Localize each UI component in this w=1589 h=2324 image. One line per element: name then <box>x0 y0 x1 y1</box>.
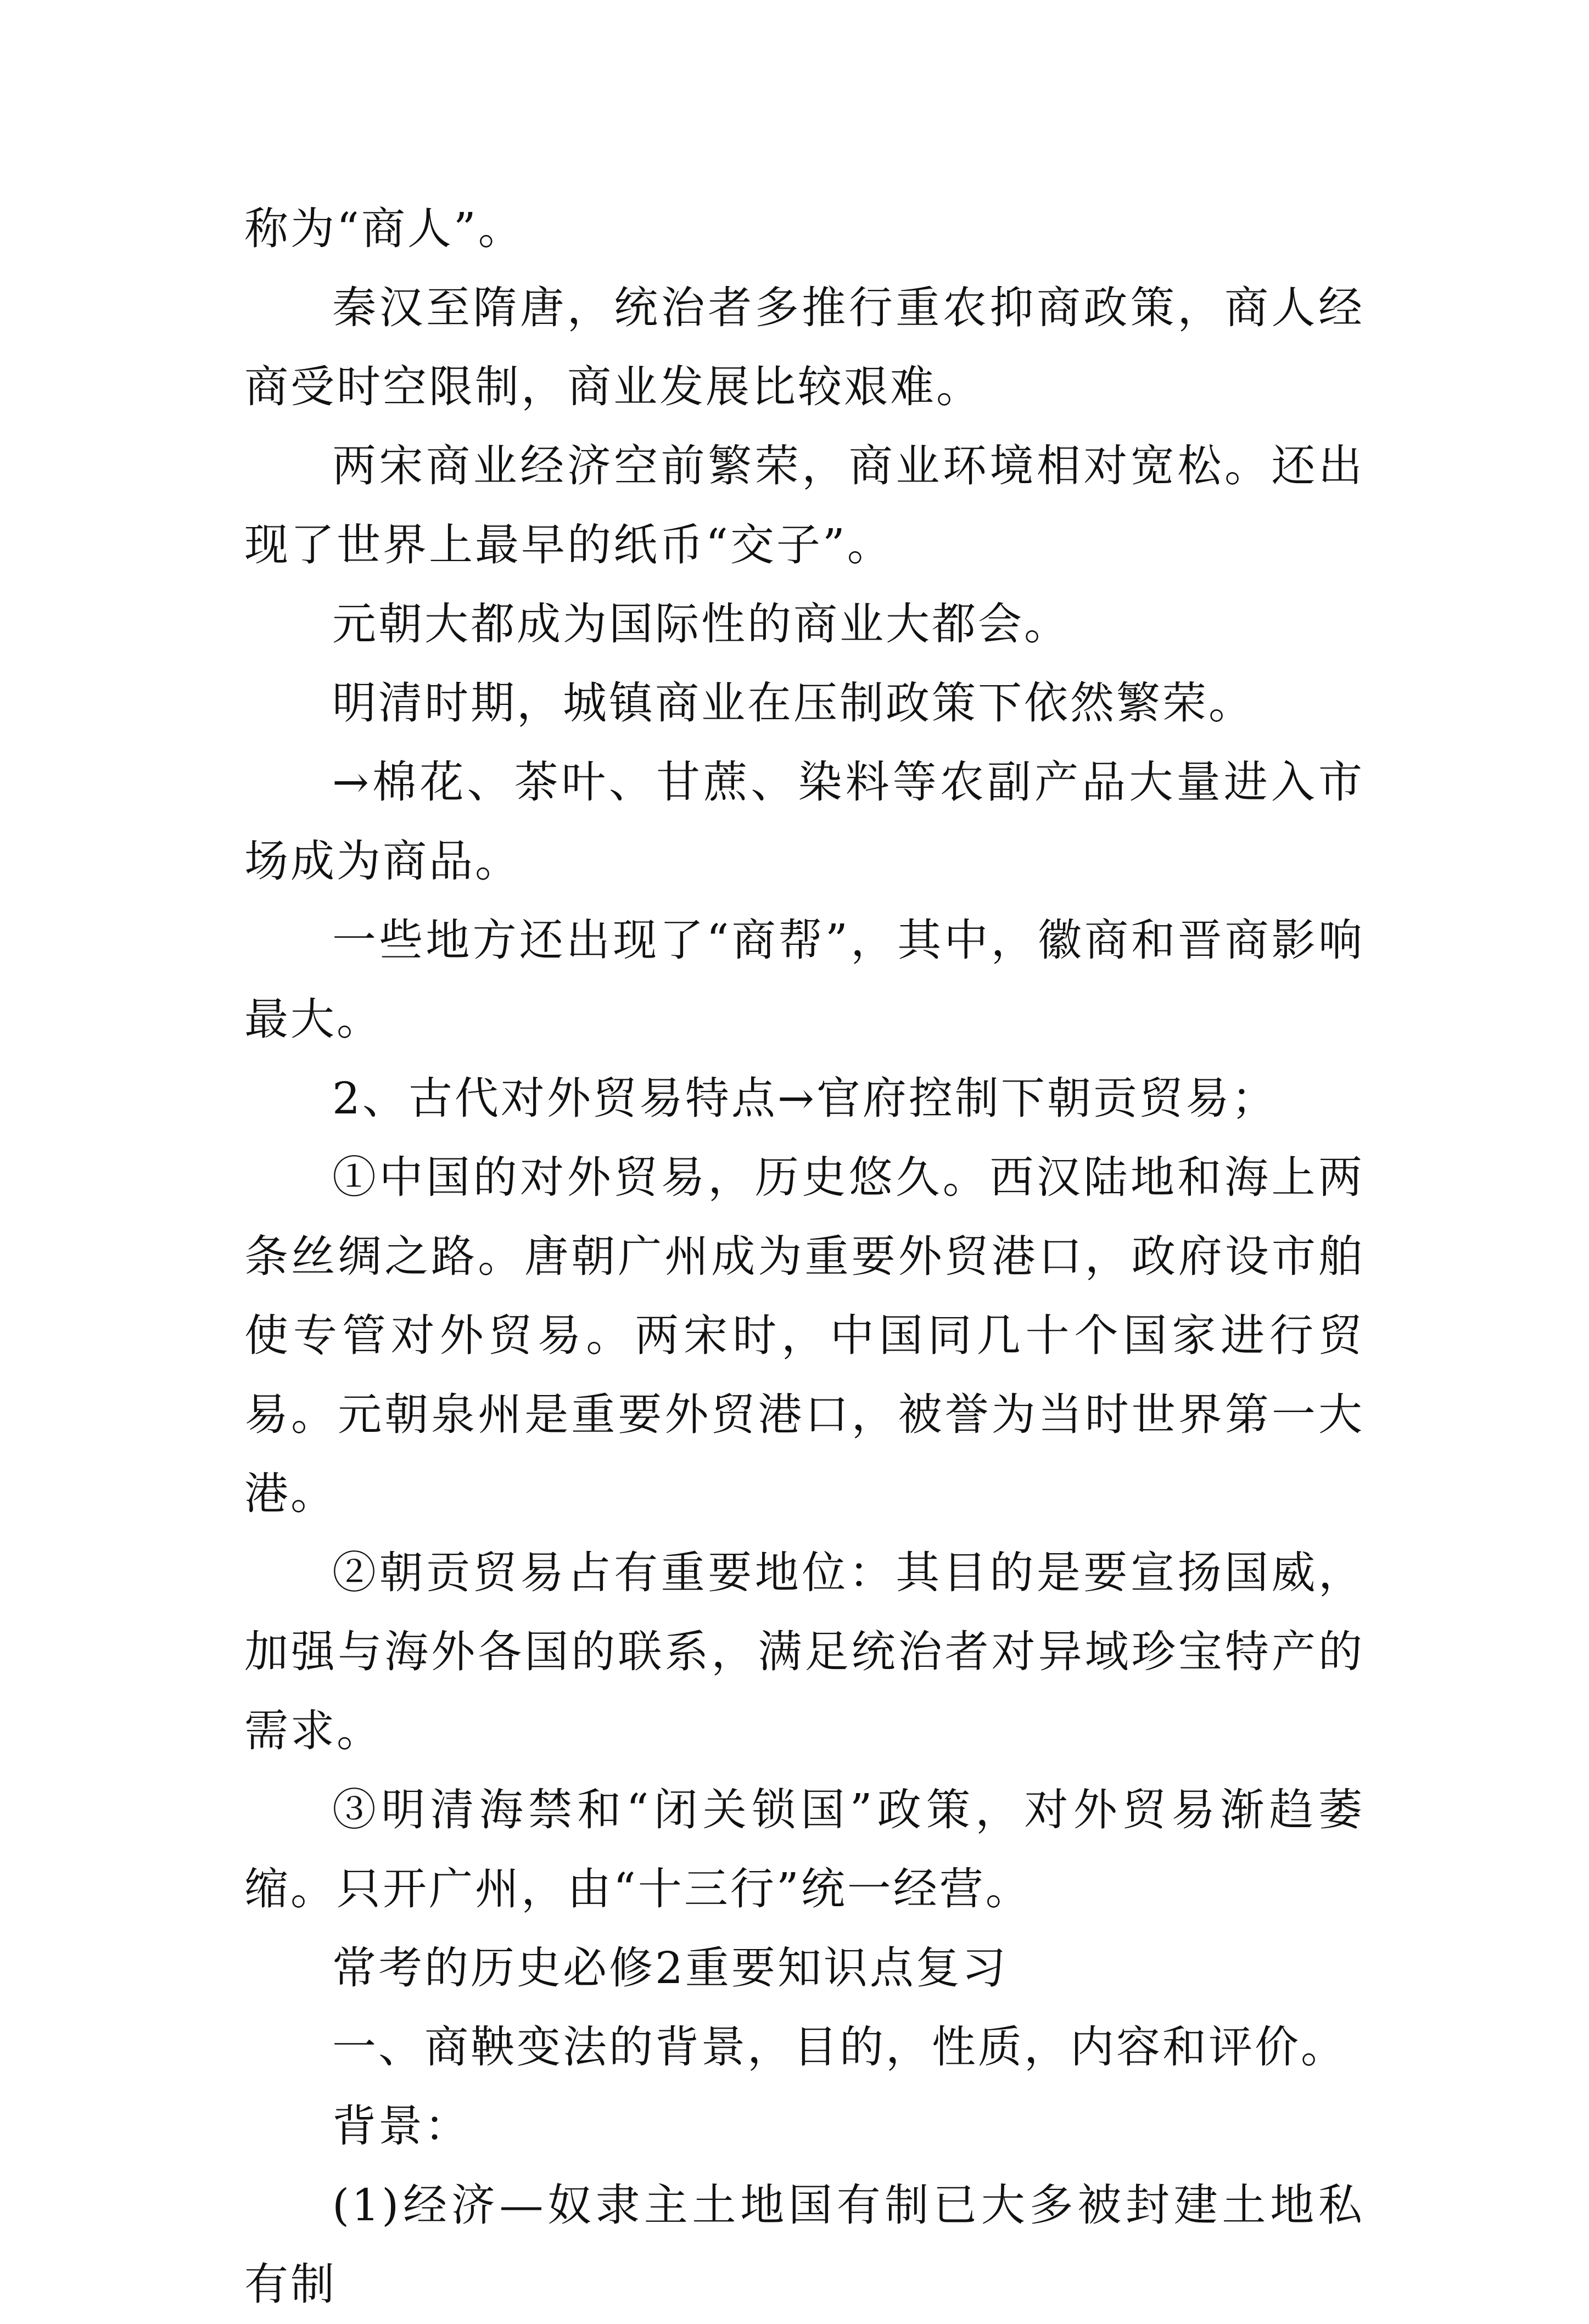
paragraph-foreign-trade-point-2: ②朝贡贸易占有重要地位：其目的是要宣扬国威，加强与海外各国的联系，满足统治者对异域珍宝特产的需求。 <box>244 1547 1364 1756</box>
paragraph-economy: (1)经济—奴隶主土地国有制已大多被封建土地私有制 <box>244 2180 1364 2310</box>
paragraph-continuation: 称为“商人”。 <box>244 203 524 254</box>
paragraph-foreign-trade-heading: 2、古代对外贸易特点→官府控制下朝贡贸易； <box>332 1073 1278 1124</box>
paragraph-song: 两宋商业经济空前繁荣，商业环境相对宽松。还出现了世界上最早的纸币“交子”。 <box>244 440 1364 570</box>
background-label: 背景： <box>332 2101 471 2152</box>
section-title: 常考的历史必修2重要知识点复习 <box>332 1942 1008 1993</box>
paragraph-foreign-trade-point-1: ①中国的对外贸易，历史悠久。西汉陆地和海上两条丝绸之路。唐朝广州成为重要外贸港口，政府设市舶使专管对外贸易。两宋时，中国同几十个国家进行贸易。元朝泉州是重要外贸港口，被誉为当时世界第一大港。 <box>244 1152 1364 1519</box>
document-body <box>244 189 1364 2324</box>
paragraph-merchant-guilds: 一些地方还出现了“商帮”，其中，徽商和晋商影响最大。 <box>244 915 1364 1045</box>
subsection-heading: 一、商鞅变法的背景，目的，性质，内容和评价。 <box>332 2021 1347 2073</box>
paragraph-agricultural-goods: →棉花、茶叶、甘蔗、染料等农副产品大量进入市场成为商品。 <box>244 757 1364 887</box>
paragraph-qin-han-sui-tang: 秦汉至隋唐，统治者多推行重农抑商政策，商人经商受时空限制，商业发展比较艰难。 <box>244 282 1364 412</box>
paragraph-foreign-trade-point-3: ③明清海禁和“闭关锁国”政策，对外贸易渐趋萎缩。只开广州，由“十三行”统一经营。 <box>244 1784 1364 1914</box>
paragraph-ming-qing: 明清时期，城镇商业在压制政策下依然繁荣。 <box>332 677 1255 729</box>
paragraph-yuan: 元朝大都成为国际性的商业大都会。 <box>332 598 1070 649</box>
